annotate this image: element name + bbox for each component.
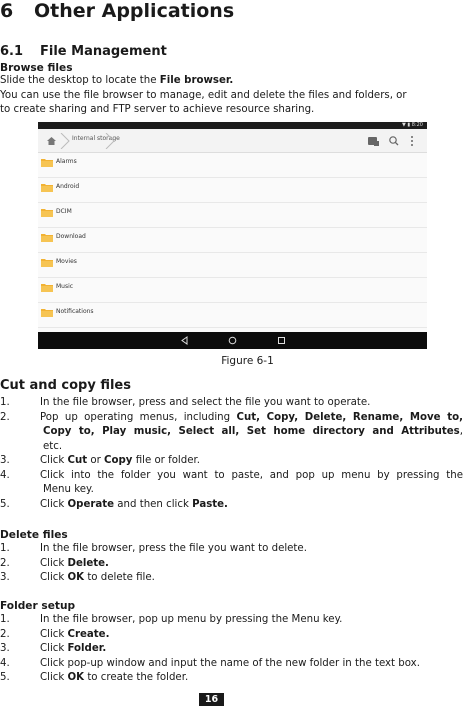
folder-label: Music (56, 283, 74, 290)
folder-icon (41, 208, 53, 217)
overflow-menu-icon[interactable] (411, 136, 413, 146)
list-number: 1. (0, 397, 10, 408)
folder-row[interactable] (38, 228, 427, 253)
list-number: 2. (0, 557, 10, 569)
page-number: 16 (199, 693, 224, 706)
list-number: 1. (0, 543, 10, 554)
browse-line-2: You can use the file browser to manage, edit and delete the files and folders, or (0, 90, 407, 101)
home-icon[interactable] (47, 137, 56, 145)
status-icons: ▼ ▮ 8:20 (401, 122, 423, 128)
list-text: Pop up operating menus, including Cut, Copy, Delete, Rename, Move to, (40, 411, 463, 423)
breadcrumb-arrow-icon (60, 133, 70, 149)
list-text: Click into the folder you want to paste, and pop up menu by pressing the (40, 469, 463, 481)
folder-icon (41, 308, 53, 317)
folder-icon (41, 158, 53, 167)
list-number: 2. (0, 411, 10, 423)
home-nav-icon[interactable] (228, 336, 237, 345)
file-browser-screenshot (38, 122, 427, 349)
section-title (0, 44, 167, 59)
breadcrumb-internal-storage[interactable]: Internal storage (72, 135, 120, 142)
folder-icon (41, 183, 53, 192)
list-text: In the file browser, press the file you want to delete. (40, 543, 307, 554)
folder-label: DCIM (56, 208, 72, 215)
list-text: Click Folder. (40, 643, 107, 654)
folder-icon (41, 258, 53, 267)
list-text: In the file browser, pop up menu by pressing the Menu key. (40, 614, 343, 625)
list-number: 3. (0, 643, 10, 654)
folder-row[interactable] (38, 153, 427, 178)
list-text: Click OK to create the folder. (40, 672, 189, 683)
figure-caption: Figure 6-1 (221, 355, 274, 367)
folder-row[interactable] (38, 178, 427, 203)
list-number: 3. (0, 455, 10, 466)
folder-label: Download (56, 233, 86, 240)
browse-line-1: Slide the desktop to locate the File browser. (0, 75, 234, 86)
breadcrumb-arrow-icon (105, 133, 115, 149)
folder-row[interactable] (38, 203, 427, 228)
list-text: Click Create. (40, 628, 110, 640)
chapter-title (0, 0, 234, 22)
list-number: 1. (0, 614, 10, 625)
folder-row[interactable] (38, 303, 427, 328)
list-text-continued: Copy to, Play music, Select all, Set home directory and Attributes, (43, 426, 463, 437)
list-text: In the file browser, press and select the file you want to operate. (40, 397, 371, 408)
folder-label: Android (56, 183, 80, 190)
list-text: Click OK to delete file. (40, 572, 155, 583)
list-text-continued: Menu key. (43, 484, 94, 495)
chapter-number: 6 (0, 0, 14, 22)
list-text: Click pop-up window and input the name of the new folder in the text box. (40, 657, 420, 669)
list-number: 5. (0, 672, 10, 683)
recents-icon[interactable] (277, 336, 286, 345)
navigation-bar (38, 332, 427, 349)
list-number: 2. (0, 628, 10, 640)
folder-icon (41, 283, 53, 292)
cut-copy-heading: Cut and copy files (0, 378, 131, 393)
back-icon[interactable] (180, 336, 189, 345)
folder-label: Alarms (56, 158, 77, 165)
folder-row[interactable] (38, 253, 427, 278)
section-number: 6.1 (0, 44, 24, 59)
status-bar (38, 122, 427, 129)
list-number: 3. (0, 572, 10, 583)
chapter-title-text: Other Applications (34, 0, 235, 22)
list-text-continued: etc. (43, 440, 63, 452)
browse-heading: Browse files (0, 62, 73, 74)
folder-label: Notifications (56, 308, 94, 315)
delete-heading: Delete files (0, 529, 68, 541)
list-number: 4. (0, 469, 10, 481)
list-number: 5. (0, 498, 10, 510)
folder-label: Movies (56, 258, 77, 265)
folder-row[interactable] (38, 278, 427, 303)
folder-setup-heading: Folder setup (0, 600, 76, 612)
section-title-text: File Management (40, 44, 167, 59)
search-icon[interactable] (390, 137, 398, 145)
folder-list (38, 153, 427, 328)
browse-line-3: to create sharing and FTP server to achieve resource sharing. (0, 104, 315, 115)
app-bar-actions (367, 135, 417, 147)
folder-icon (41, 233, 53, 242)
list-text: Click Cut or Copy file or folder. (40, 455, 200, 466)
sd-card-icon[interactable] (368, 137, 379, 146)
list-text: Click Operate and then click Paste. (40, 498, 228, 510)
app-bar (38, 129, 427, 153)
list-text: Click Delete. (40, 557, 109, 569)
list-number: 4. (0, 657, 10, 669)
